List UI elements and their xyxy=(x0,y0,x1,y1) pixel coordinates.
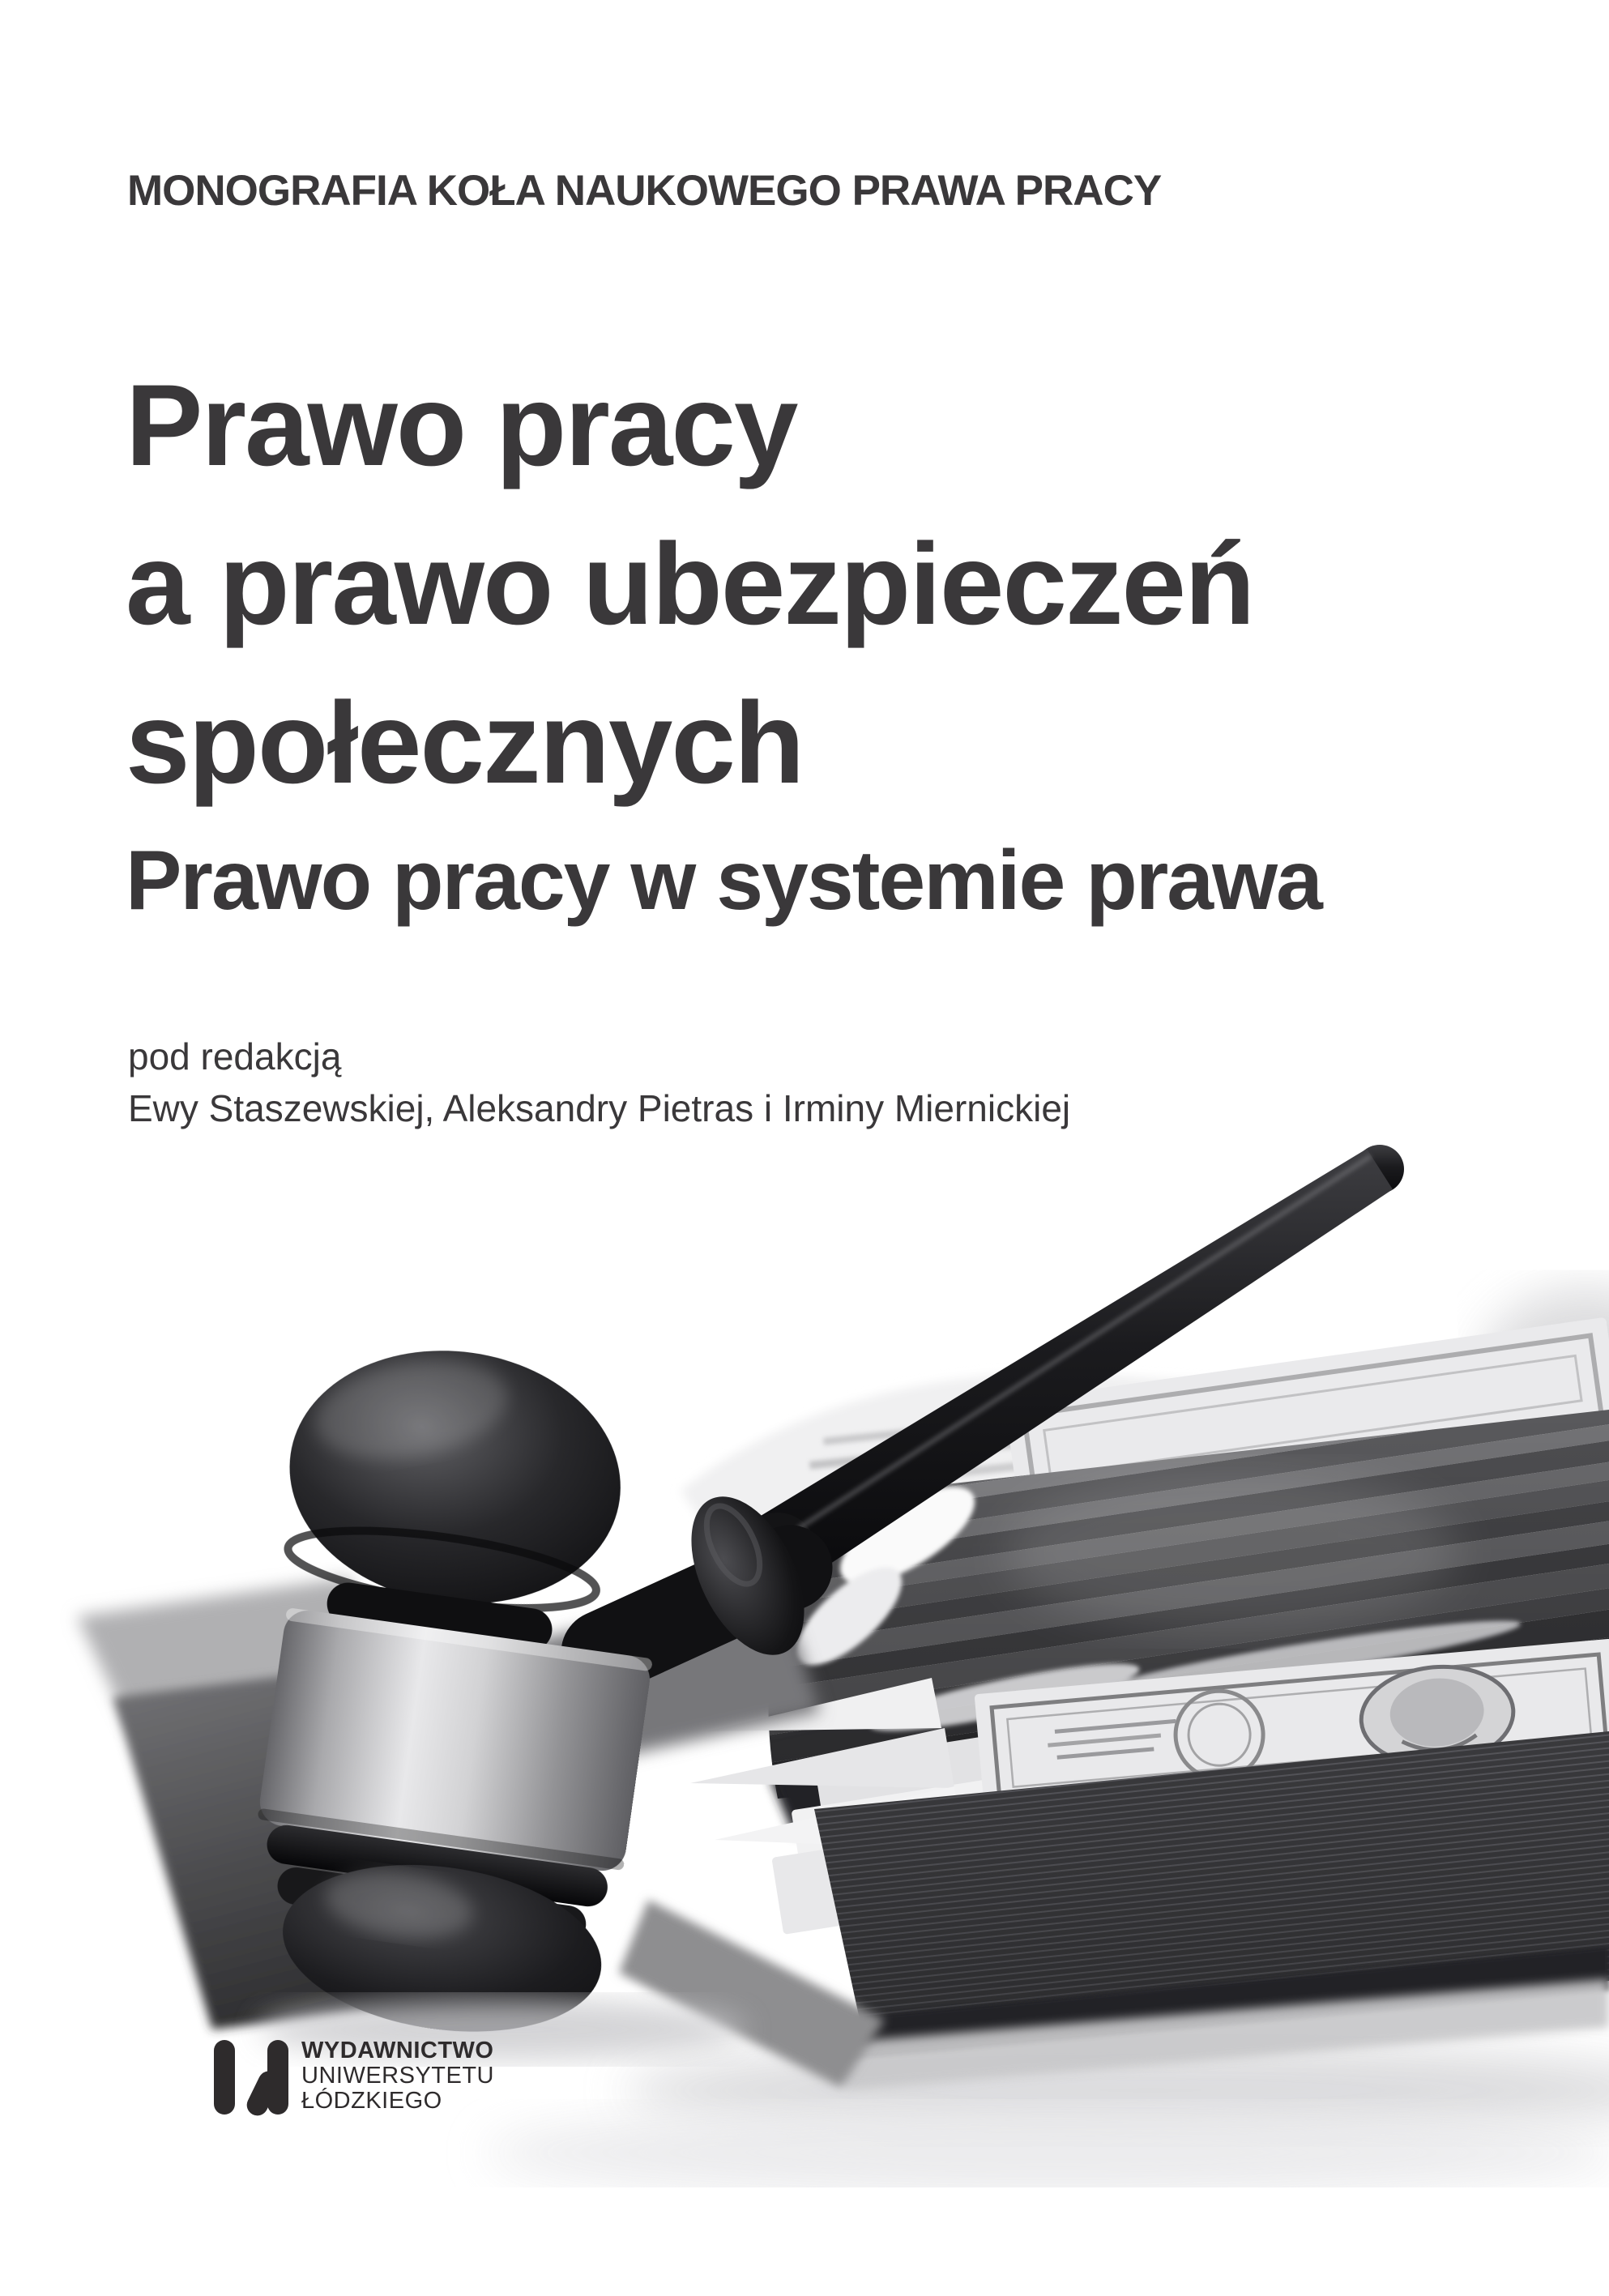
editors-names: Ewy Staszewskiej, Aleksandry Pietras i Irminy Miernickiej xyxy=(128,1087,1071,1129)
gavel-head xyxy=(214,1320,693,2052)
publisher-name-line-2: UNIWERSYTETU xyxy=(301,2063,494,2089)
publisher-name xyxy=(301,2038,494,2114)
editors-byline xyxy=(128,1031,1070,1134)
publisher-name-line-3: ŁÓDZKIEGO xyxy=(301,2088,442,2114)
cover-photo-gavel-book-money xyxy=(0,1130,1609,2187)
book-title-line-1: Prawo pracy xyxy=(126,361,797,490)
series-title: MONOGRAFIA KOŁA NAUKOWEGO PRAWA PRACY xyxy=(127,167,1162,215)
book-title-line-2: a prawo ubezpieczeń xyxy=(126,520,1254,649)
editors-prefix: pod redakcją xyxy=(128,1035,342,1078)
book-title xyxy=(126,347,1253,823)
book-subtitle: Prawo pracy w systemie prawa xyxy=(126,834,1321,928)
book-title-line-3: społecznych xyxy=(126,679,804,808)
university-of-lodz-logo-icon xyxy=(214,2040,295,2118)
publisher-name-line-1: WYDAWNICTWO xyxy=(301,2038,494,2063)
